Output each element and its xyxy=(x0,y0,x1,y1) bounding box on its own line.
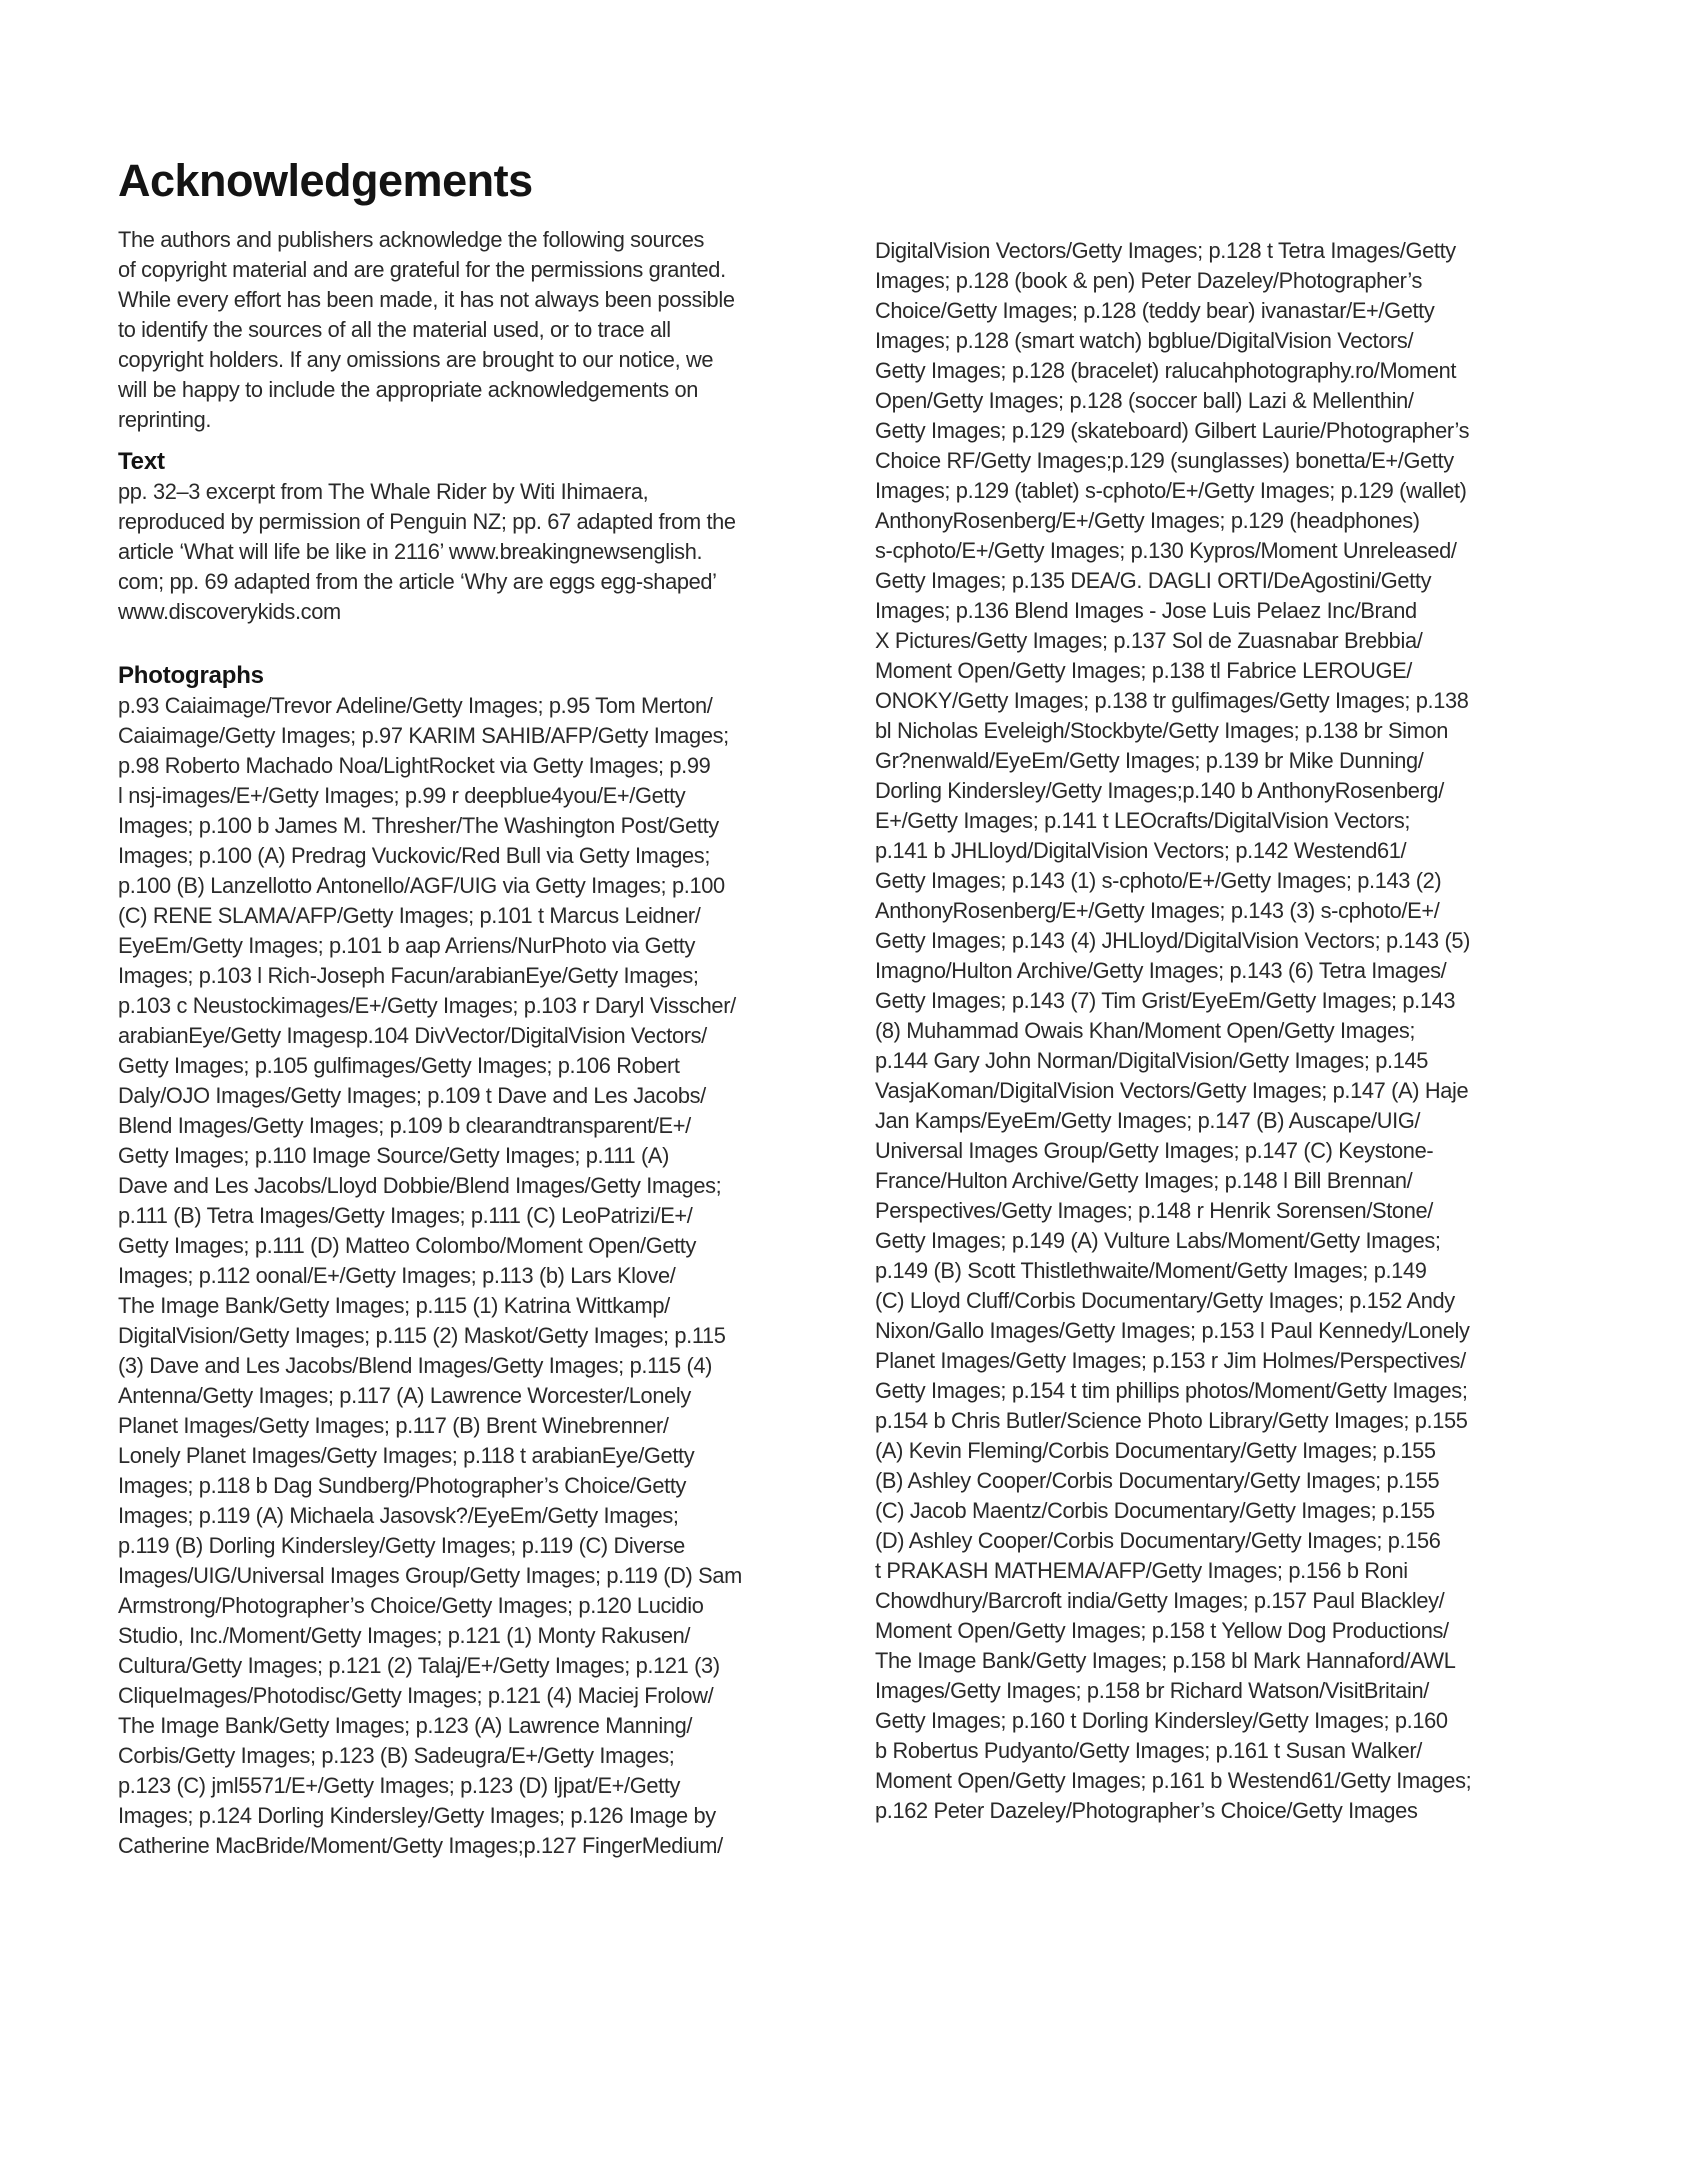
text-line: will be happy to include the appropriate acknowledgements on xyxy=(118,377,699,402)
photographs-credits-right xyxy=(875,236,1595,1826)
text-line: Images; p.128 (smart watch) bgblue/DigitalVision Vectors/ xyxy=(875,328,1414,353)
text-line: Nixon/Gallo Images/Getty Images; p.153 l Paul Kennedy/Lonely xyxy=(875,1318,1470,1343)
text-line: p.98 Roberto Machado Noa/LightRocket via Getty Images; p.99 xyxy=(118,753,711,778)
text-line: Getty Images; p.154 t tim phillips photos/Moment/Getty Images; xyxy=(875,1378,1468,1403)
text-line: p.103 c Neustockimages/E+/Getty Images; p.103 r Daryl Visscher/ xyxy=(118,993,736,1018)
text-line: l nsj-images/E+/Getty Images; p.99 r deepblue4you/E+/Getty xyxy=(118,783,686,808)
text-line: The Image Bank/Getty Images; p.158 bl Mark Hannaford/AWL xyxy=(875,1648,1456,1673)
text-line: p.141 b JHLloyd/DigitalVision Vectors; p.142 Westend61/ xyxy=(875,838,1407,863)
text-line: (D) Ashley Cooper/Corbis Documentary/Getty Images; p.156 xyxy=(875,1528,1441,1553)
intro-paragraph xyxy=(118,225,848,435)
text-line: Images; p.100 b James M. Thresher/The Washington Post/Getty xyxy=(118,813,719,838)
text-line: Planet Images/Getty Images; p.117 (B) Brent Winebrenner/ xyxy=(118,1413,669,1438)
text-line: p.111 (B) Tetra Images/Getty Images; p.111 (C) LeoPatrizi/E+/ xyxy=(118,1203,693,1228)
text-line: Daly/OJO Images/Getty Images; p.109 t Dave and Les Jacobs/ xyxy=(118,1083,706,1108)
text-line: While every effort has been made, it has not always been possible xyxy=(118,287,735,312)
text-line: Getty Images; p.105 gulfimages/Getty Images; p.106 Robert xyxy=(118,1053,680,1078)
page-title: Acknowledgements xyxy=(118,155,533,206)
text-line: AnthonyRosenberg/E+/Getty Images; p.143 (3) s-cphoto/E+/ xyxy=(875,898,1440,923)
text-line: Getty Images; p.143 (4) JHLloyd/DigitalVision Vectors; p.143 (5) xyxy=(875,928,1471,953)
text-line: p.149 (B) Scott Thistlethwaite/Moment/Getty Images; p.149 xyxy=(875,1258,1427,1283)
text-line: (C) RENE SLAMA/AFP/Getty Images; p.101 t Marcus Leidner/ xyxy=(118,903,701,928)
text-line: EyeEm/Getty Images; p.101 b aap Arriens/NurPhoto via Getty xyxy=(118,933,695,958)
text-line: (8) Muhammad Owais Khan/Moment Open/Getty Images; xyxy=(875,1018,1416,1043)
text-line: CliqueImages/Photodisc/Getty Images; p.121 (4) Maciej Frolow/ xyxy=(118,1683,714,1708)
text-line: p.144 Gary John Norman/DigitalVision/Getty Images; p.145 xyxy=(875,1048,1429,1073)
text-line: Jan Kamps/EyeEm/Getty Images; p.147 (B) Auscape/UIG/ xyxy=(875,1108,1421,1133)
text-line: Images; p.136 Blend Images - Jose Luis Pelaez Inc/Brand xyxy=(875,598,1417,623)
text-line: Moment Open/Getty Images; p.161 b Westend61/Getty Images; xyxy=(875,1768,1472,1793)
text-section-body xyxy=(118,477,848,627)
text-line: Perspectives/Getty Images; p.148 r Henrik Sorensen/Stone/ xyxy=(875,1198,1433,1223)
text-line: p.162 Peter Dazeley/Photographer’s Choice/Getty Images xyxy=(875,1798,1418,1823)
text-line: Lonely Planet Images/Getty Images; p.118 t arabianEye/Getty xyxy=(118,1443,695,1468)
text-line: Universal Images Group/Getty Images; p.147 (C) Keystone- xyxy=(875,1138,1434,1163)
text-line: The authors and publishers acknowledge the following sources xyxy=(118,227,705,252)
text-line: Imagno/Hulton Archive/Getty Images; p.143 (6) Tetra Images/ xyxy=(875,958,1447,983)
text-line: Moment Open/Getty Images; p.138 tl Fabrice LEROUGE/ xyxy=(875,658,1412,683)
text-line: Images; p.119 (A) Michaela Jasovsk?/EyeEm/Getty Images; xyxy=(118,1503,679,1528)
left-column xyxy=(118,225,848,1861)
text-line: France/Hulton Archive/Getty Images; p.148 l Bill Brennan/ xyxy=(875,1168,1413,1193)
text-line: article ‘What will life be like in 2116’ www.breakingnewsenglish. xyxy=(118,539,703,564)
text-line: b Robertus Pudyanto/Getty Images; p.161 t Susan Walker/ xyxy=(875,1738,1422,1763)
text-line: reproduced by permission of Penguin NZ; pp. 67 adapted from the xyxy=(118,509,736,534)
photographs-credits-left xyxy=(118,691,848,1861)
text-line: (C) Jacob Maentz/Corbis Documentary/Getty Images; p.155 xyxy=(875,1498,1435,1523)
text-line: Getty Images; p.149 (A) Vulture Labs/Moment/Getty Images; xyxy=(875,1228,1441,1253)
text-line: Images; p.112 oonal/E+/Getty Images; p.113 (b) Lars Klove/ xyxy=(118,1263,676,1288)
text-line: Images/UIG/Universal Images Group/Getty Images; p.119 (D) Sam xyxy=(118,1563,742,1588)
text-line: (B) Ashley Cooper/Corbis Documentary/Getty Images; p.155 xyxy=(875,1468,1440,1493)
text-line: Open/Getty Images; p.128 (soccer ball) Lazi & Mellenthin/ xyxy=(875,388,1414,413)
text-line: Getty Images; p.110 Image Source/Getty Images; p.111 (A) xyxy=(118,1143,670,1168)
text-line: Moment Open/Getty Images; p.158 t Yellow Dog Productions/ xyxy=(875,1618,1449,1643)
text-line: Images/Getty Images; p.158 br Richard Watson/VisitBritain/ xyxy=(875,1678,1429,1703)
text-line: DigitalVision Vectors/Getty Images; p.128 t Tetra Images/Getty xyxy=(875,238,1456,263)
text-line: Chowdhury/Barcroft india/Getty Images; p.157 Paul Blackley/ xyxy=(875,1588,1445,1613)
text-line: Choice/Getty Images; p.128 (teddy bear) ivanastar/E+/Getty xyxy=(875,298,1435,323)
text-line: (A) Kevin Fleming/Corbis Documentary/Getty Images; p.155 xyxy=(875,1438,1436,1463)
text-line: VasjaKoman/DigitalVision Vectors/Getty Images; p.147 (A) Haje xyxy=(875,1078,1469,1103)
text-line: (C) Lloyd Cluff/Corbis Documentary/Getty Images; p.152 Andy xyxy=(875,1288,1455,1313)
text-line: Images; p.128 (book & pen) Peter Dazeley/Photographer’s xyxy=(875,268,1423,293)
text-line: Choice RF/Getty Images;p.129 (sunglasses) bonetta/E+/Getty xyxy=(875,448,1454,473)
text-line: s-cphoto/E+/Getty Images; p.130 Kypros/Moment Unreleased/ xyxy=(875,538,1457,563)
text-line: ONOKY/Getty Images; p.138 tr gulfimages/Getty Images; p.138 xyxy=(875,688,1469,713)
text-line: Caiaimage/Getty Images; p.97 KARIM SAHIB/AFP/Getty Images; xyxy=(118,723,729,748)
text-line: Getty Images; p.143 (1) s-cphoto/E+/Getty Images; p.143 (2) xyxy=(875,868,1442,893)
text-line: Getty Images; p.129 (skateboard) Gilbert Laurie/Photographer’s xyxy=(875,418,1470,443)
text-line: to identify the sources of all the material used, or to trace all xyxy=(118,317,671,342)
text-line: E+/Getty Images; p.141 t LEOcrafts/DigitalVision Vectors; xyxy=(875,808,1411,833)
text-line: com; pp. 69 adapted from the article ‘Why are eggs egg-shaped’ xyxy=(118,569,717,594)
text-line: DigitalVision/Getty Images; p.115 (2) Maskot/Getty Images; p.115 xyxy=(118,1323,726,1348)
text-line: t PRAKASH MATHEMA/AFP/Getty Images; p.156 b Roni xyxy=(875,1558,1408,1583)
text-line: reprinting. xyxy=(118,407,212,432)
text-line: Images; p.129 (tablet) s-cphoto/E+/Getty Images; p.129 (wallet) xyxy=(875,478,1467,503)
text-line: Getty Images; p.160 t Dorling Kindersley/Getty Images; p.160 xyxy=(875,1708,1448,1733)
text-line: arabianEye/Getty Imagesp.104 DivVector/DigitalVision Vectors/ xyxy=(118,1023,707,1048)
text-line: www.discoverykids.com xyxy=(118,599,341,624)
text-line: The Image Bank/Getty Images; p.115 (1) Katrina Wittkamp/ xyxy=(118,1293,670,1318)
photographs-section-heading: Photographs xyxy=(118,662,264,689)
text-line: Studio, Inc./Moment/Getty Images; p.121 (1) Monty Rakusen/ xyxy=(118,1623,691,1648)
text-line: Dave and Les Jacobs/Lloyd Dobbie/Blend Images/Getty Images; xyxy=(118,1173,722,1198)
text-line: Blend Images/Getty Images; p.109 b clearandtransparent/E+/ xyxy=(118,1113,691,1138)
text-line: copyright holders. If any omissions are brought to our notice, we xyxy=(118,347,714,372)
text-section-heading: Text xyxy=(118,448,165,475)
text-line: bl Nicholas Eveleigh/Stockbyte/Getty Images; p.138 br Simon xyxy=(875,718,1449,743)
text-line: AnthonyRosenberg/E+/Getty Images; p.129 (headphones) xyxy=(875,508,1420,533)
text-line: Dorling Kindersley/Getty Images;p.140 b AnthonyRosenberg/ xyxy=(875,778,1444,803)
text-line: of copyright material and are grateful for the permissions granted. xyxy=(118,257,726,282)
text-line: Images; p.118 b Dag Sundberg/Photographer’s Choice/Getty xyxy=(118,1473,687,1498)
text-line: p.100 (B) Lanzellotto Antonello/AGF/UIG via Getty Images; p.100 xyxy=(118,873,725,898)
text-line: Gr?nenwald/EyeEm/Getty Images; p.139 br Mike Dunning/ xyxy=(875,748,1424,773)
text-line: Getty Images; p.135 DEA/G. DAGLI ORTI/DeAgostini/Getty xyxy=(875,568,1432,593)
text-line: Antenna/Getty Images; p.117 (A) Lawrence Worcester/Lonely xyxy=(118,1383,691,1408)
text-line: Getty Images; p.143 (7) Tim Grist/EyeEm/Getty Images; p.143 xyxy=(875,988,1456,1013)
text-line: Armstrong/Photographer’s Choice/Getty Images; p.120 Lucidio xyxy=(118,1593,704,1618)
text-line: p.154 b Chris Butler/Science Photo Library/Getty Images; p.155 xyxy=(875,1408,1468,1433)
text-line: p.93 Caiaimage/Trevor Adeline/Getty Images; p.95 Tom Merton/ xyxy=(118,693,713,718)
text-line: (3) Dave and Les Jacobs/Blend Images/Getty Images; p.115 (4) xyxy=(118,1353,713,1378)
text-line: p.119 (B) Dorling Kindersley/Getty Images; p.119 (C) Diverse xyxy=(118,1533,685,1558)
text-line: Images; p.124 Dorling Kindersley/Getty Images; p.126 Image by xyxy=(118,1803,716,1828)
text-line: Images; p.100 (A) Predrag Vuckovic/Red Bull via Getty Images; xyxy=(118,843,711,868)
text-line: X Pictures/Getty Images; p.137 Sol de Zuasnabar Brebbia/ xyxy=(875,628,1423,653)
text-line: Cultura/Getty Images; p.121 (2) Talaj/E+/Getty Images; p.121 (3) xyxy=(118,1653,720,1678)
text-line: Getty Images; p.111 (D) Matteo Colombo/Moment Open/Getty xyxy=(118,1233,697,1258)
text-line: p.123 (C) jml5571/E+/Getty Images; p.123 (D) ljpat/E+/Getty xyxy=(118,1773,681,1798)
text-line: Corbis/Getty Images; p.123 (B) Sadeugra/E+/Getty Images; xyxy=(118,1743,675,1768)
text-line: The Image Bank/Getty Images; p.123 (A) Lawrence Manning/ xyxy=(118,1713,693,1738)
right-column xyxy=(875,236,1595,1826)
text-line: Images; p.103 l Rich-Joseph Facun/arabianEye/Getty Images; xyxy=(118,963,699,988)
text-line: Catherine MacBride/Moment/Getty Images;p.127 FingerMedium/ xyxy=(118,1833,723,1858)
text-line: pp. 32–3 excerpt from The Whale Rider by Witi Ihimaera, xyxy=(118,479,649,504)
text-line: Planet Images/Getty Images; p.153 r Jim Holmes/Perspectives/ xyxy=(875,1348,1466,1373)
text-line: Getty Images; p.128 (bracelet) ralucahphotography.ro/Moment xyxy=(875,358,1457,383)
